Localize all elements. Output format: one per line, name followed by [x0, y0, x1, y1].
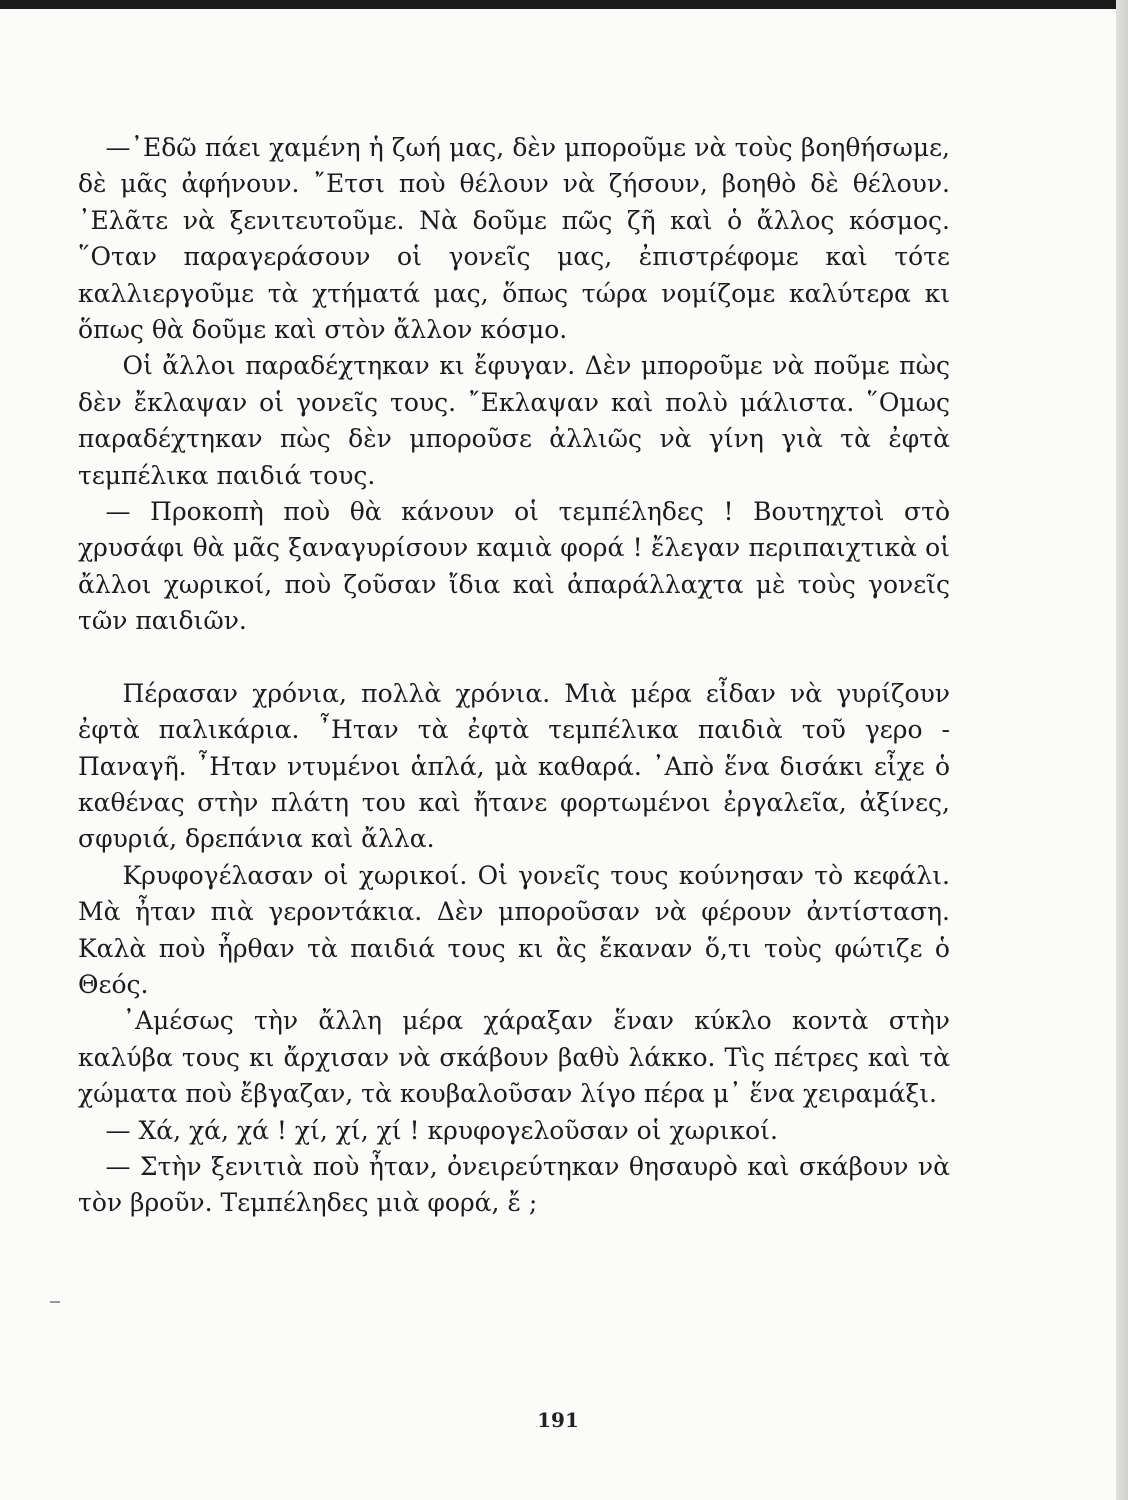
- paragraph: — Χά, χά, χά ! χί, χί, χί ! κρυφογελοῦσαν οἱ χωρικοί.: [105, 1115, 778, 1145]
- paragraph: Πέρασαν χρόνια, πολλὰ χρόνια. Μιὰ μέρα εἶδαν νὰ γυρίζουν ἐφτὰ παλικάρια. ῏Ηταν τὰ ἐφτὰ τεμπέλικα παιδιὰ τοῦ γερο - Παναγῆ. ῏Ηταν ντυμένοι ἁπλά, μὰ καθαρά. ᾿Απὸ ἕνα δισάκι εἶχε ὁ καθένας στὴν πλάτη του καὶ ἤτανε φορτωμένοι ἐργαλεῖα, ἀξίνες, σφυριά, δρεπάνια καὶ ἄλλα.: [78, 678, 950, 854]
- paragraph: Οἱ ἄλλοι παραδέχτηκαν κι ἔφυγαν. Δὲν μποροῦμε νὰ ποῦμε πὼς δὲν ἔκλαψαν οἱ γονεῖς τους. ῎Εκλαψαν καὶ πολὺ μάλιστα. ῞Ομως παραδέχτηκαν πὼς δὲν μποροῦσε ἀλλιῶς νὰ γίνη γιὰ τὰ ἐφτὰ τεμπέλικα παιδιά τους.: [78, 351, 950, 490]
- right-scan-edge: [1116, 0, 1128, 1500]
- paragraph: ᾿Αμέσως τὴν ἄλλη μέρα χάραξαν ἕναν κύκλο κοντὰ στὴν καλύβα τους κι ἄρχισαν νὰ σκάβουν βαθὺ λάκκο. Τὶς πέτρες καὶ τὰ χώματα ποὺ ἔβγαζαν, τὰ κουβαλοῦσαν λίγο πέρα μ᾿ ἕνα χειραμάξι.: [78, 1006, 950, 1109]
- paragraph: Κρυφογέλασαν οἱ χωρικοί. Οἱ γονεῖς τους κούνησαν τὸ κεφάλι. Μὰ ἦταν πιὰ γεροντάκια. Δὲν μποροῦσαν νὰ φέρουν ἀντίσταση. Καλὰ ποὺ ἦρθαν τὰ παιδιά τους κι ἂς ἔκαναν ὅ,τι τοὺς φώτιζε ὁ Θεός.: [78, 860, 950, 999]
- book-page: [0, 9, 1116, 1500]
- paragraph: — Στὴν ξενιτιὰ ποὺ ἦταν, ὀνειρεύτηκαν θησαυρὸ καὶ σκάβουν νὰ τὸν βροῦν. Τεμπέληδες μιὰ φορά, ἔ ;: [78, 1151, 950, 1218]
- section-break: [78, 640, 950, 676]
- margin-mark: [50, 1301, 60, 1303]
- page-number: 191: [537, 1408, 579, 1432]
- top-scan-edge: [0, 0, 1128, 9]
- body-text: [78, 130, 950, 1222]
- paragraph: — Προκοπὴ ποὺ θὰ κάνουν οἱ τεμπέληδες ! Βουτηχτοὶ στὸ χρυσάφι θὰ μᾶς ξαναγυρίσουν καμιὰ φορά ! ἔλεγαν περιπαιχτικὰ οἱ ἄλλοι χωρικοί, ποὺ ζοῦσαν ἴδια καὶ ἀπαράλλαχτα μὲ τοὺς γονεῖς τῶν παιδιῶν.: [78, 497, 950, 636]
- paragraph: —᾿Εδῶ πάει χαμένη ἡ ζωή μας, δὲν μποροῦμε νὰ τοὺς βοηθήσωμε, δὲ μᾶς ἀφήνουν. ῎Ετσι ποὺ θέλουν νὰ ζήσουν, βοηθὸ δὲ θέλουν. ᾿Ελᾶτε νὰ ξενιτευτοῦμε. Νὰ δοῦμε πῶς ζῆ καὶ ὁ ἄλλος κόσμος. ῞Οταν παραγεράσουν οἱ γονεῖς μας, ἐπιστρέφομε καὶ τότε καλλιεργοῦμε τὰ χτήματά μας, ὅπως τώρα νομίζομε καλύτερα κι ὅπως θὰ δοῦμε καὶ στὸν ἄλλον κόσμο.: [78, 133, 950, 345]
